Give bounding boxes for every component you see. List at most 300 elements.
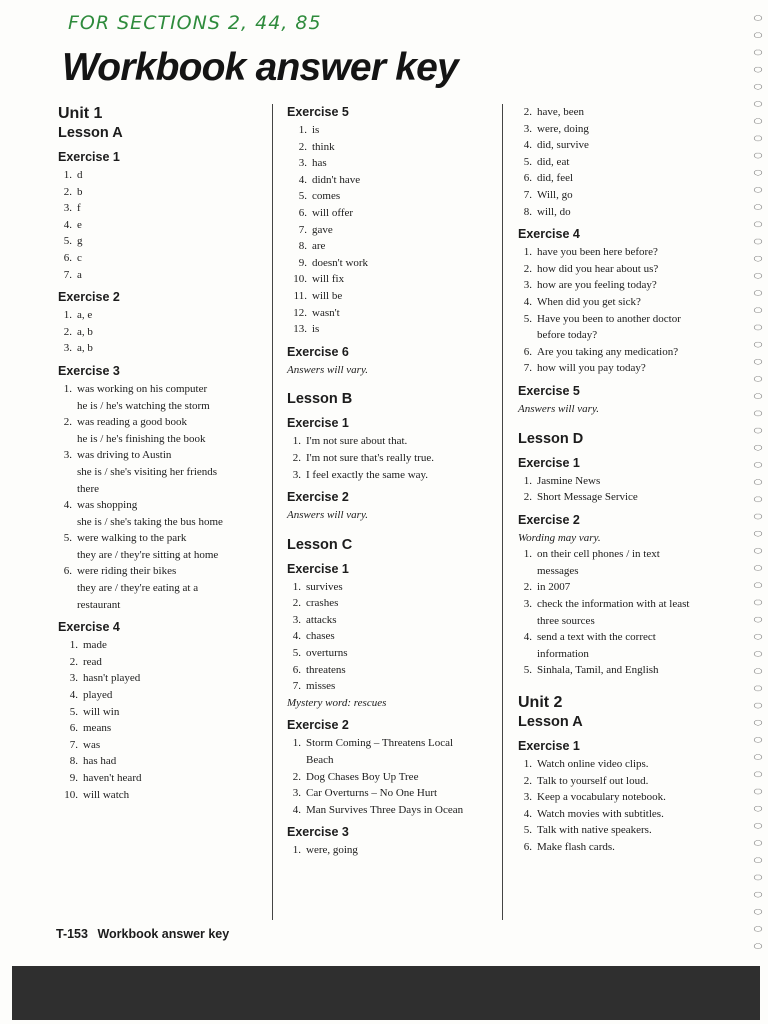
- answer-line: were riding their bikes: [77, 565, 177, 578]
- answer-item: [58, 753, 270, 770]
- answer-item: [58, 704, 270, 721]
- answer-line: are: [312, 240, 326, 253]
- answer-text: [537, 204, 728, 221]
- answer-text: [77, 217, 270, 234]
- answer-text: [77, 340, 270, 357]
- answer-item: [287, 842, 499, 859]
- answer-number: 6.: [63, 251, 72, 264]
- answer-item: [518, 629, 728, 662]
- answer-line: Watch movies with subtitles.: [537, 807, 664, 820]
- answer-number: 1.: [523, 758, 532, 771]
- answer-line: was shopping: [77, 499, 138, 512]
- answer-text: [537, 261, 728, 278]
- answer-text: [312, 205, 499, 222]
- answer-line: Jasmine News: [537, 474, 601, 487]
- answer-number: 4.: [63, 218, 72, 231]
- footer-label: Workbook answer key: [97, 927, 230, 941]
- answer-text: [312, 139, 499, 156]
- answer-item: [58, 563, 270, 580]
- answer-number: 4.: [63, 499, 72, 512]
- answer-subline: there: [77, 482, 99, 495]
- answer-number: 1.: [63, 382, 72, 395]
- answer-number: 10.: [64, 788, 78, 801]
- answer-item: [518, 662, 728, 679]
- answer-number: 7.: [292, 680, 301, 693]
- answer-item: [287, 122, 499, 139]
- exercise-heading: Exercise 2: [287, 490, 349, 505]
- answer-item: [518, 773, 728, 790]
- answer-item: [518, 277, 728, 294]
- answer-text: [312, 238, 499, 255]
- answer-text: [77, 447, 270, 464]
- answer-text: [537, 773, 728, 790]
- answer-text: [312, 271, 499, 288]
- answer-text: [83, 787, 270, 804]
- answer-line: When did you get sick?: [537, 295, 641, 308]
- lesson-heading: Lesson A: [58, 125, 123, 141]
- answer-text: [312, 255, 499, 272]
- answer-number: 3.: [298, 157, 307, 170]
- answer-item: [287, 678, 499, 695]
- answer-line: Will, go: [537, 188, 573, 201]
- answer-number: 13.: [293, 323, 307, 336]
- answer-number: 2.: [292, 451, 301, 464]
- answer-item: [287, 222, 499, 239]
- answer-text: [83, 654, 270, 671]
- answer-text: [537, 579, 728, 596]
- answer-text: [312, 288, 499, 305]
- answer-item: [58, 307, 270, 324]
- answer-item: [287, 662, 499, 679]
- answer-line: messages: [537, 564, 579, 577]
- lesson-heading: Lesson C: [287, 536, 353, 553]
- answer-item: [287, 785, 499, 802]
- answer-number: 2.: [523, 774, 532, 787]
- answer-text: [537, 473, 728, 490]
- answer-line: doesn't work: [312, 256, 369, 269]
- answer-text: [312, 222, 499, 239]
- answer-text: [77, 497, 270, 514]
- answer-text: [312, 188, 499, 205]
- answer-line: was reading a good book: [77, 416, 187, 429]
- answer-text: [306, 433, 499, 450]
- answer-number: 4.: [298, 173, 307, 186]
- answer-item: [518, 789, 728, 806]
- answer-number: 2.: [523, 262, 532, 275]
- answer-item: [58, 324, 270, 341]
- answer-item: [58, 217, 270, 234]
- answer-text: [77, 200, 270, 217]
- answer-item: [58, 340, 270, 357]
- answer-number: 3.: [69, 672, 78, 685]
- answer-line: were walking to the park: [77, 532, 187, 545]
- answer-line: comes: [312, 190, 341, 203]
- answer-line: chases: [306, 630, 335, 643]
- answer-item: [518, 473, 728, 490]
- answer-number: 1.: [292, 844, 301, 857]
- answer-line: is: [312, 323, 320, 336]
- exercise-heading: Exercise 1: [518, 739, 580, 754]
- answer-number: 7.: [298, 223, 307, 236]
- answer-number: 11.: [293, 289, 307, 302]
- answer-line: read: [83, 655, 102, 668]
- answer-item: [287, 595, 499, 612]
- answer-number: 2.: [292, 597, 301, 610]
- answer-text: [83, 670, 270, 687]
- answer-item: [287, 735, 499, 768]
- answer-item: [58, 687, 270, 704]
- exercise-heading: Exercise 5: [518, 383, 580, 398]
- answer-item: [287, 271, 499, 288]
- answer-number: 10.: [293, 273, 307, 286]
- answer-item: [58, 447, 270, 464]
- answer-text: [77, 167, 270, 184]
- answer-line: Storm Coming – Threatens Local: [306, 737, 454, 750]
- answer-line: were, doing: [537, 122, 589, 135]
- answer-item: [518, 137, 728, 154]
- answer-text: [306, 802, 499, 819]
- answer-line: how are you feeling today?: [537, 279, 657, 292]
- answer-number: 2.: [523, 106, 532, 118]
- answer-line: will watch: [83, 788, 130, 801]
- answer-item: [58, 200, 270, 217]
- answer-line: Man Survives Three Days in Ocean: [306, 803, 464, 816]
- answer-line: I'm not sure that's really true.: [306, 451, 434, 464]
- answer-line: threatens: [306, 663, 346, 676]
- answer-line: Short Message Service: [537, 491, 638, 504]
- answer-text: [537, 104, 728, 121]
- answer-text: [537, 294, 728, 311]
- answer-line: crashes: [306, 597, 339, 610]
- answer-text: [306, 785, 499, 802]
- answer-number: 3.: [292, 468, 301, 481]
- answer-item: [287, 238, 499, 255]
- answer-item: [287, 205, 499, 222]
- answer-text: [312, 321, 499, 338]
- answer-number: 2.: [63, 325, 72, 338]
- answer-line: f: [77, 202, 81, 215]
- answer-line: Dog Chases Boy Up Tree: [306, 770, 419, 783]
- answer-number: 4.: [523, 139, 532, 152]
- answer-text: [306, 645, 499, 662]
- answer-item: [518, 596, 728, 629]
- answer-number: 12.: [293, 306, 307, 319]
- answer-number: 3.: [63, 449, 72, 462]
- answer-text: [306, 612, 499, 629]
- answer-line: Watch online video clips.: [537, 758, 649, 771]
- answer-line: have, been: [537, 106, 585, 118]
- answer-number: 1.: [523, 474, 532, 487]
- exercise-heading: Exercise 1: [287, 561, 349, 576]
- answer-line: how did you hear about us?: [537, 262, 659, 275]
- answer-number: 9.: [298, 256, 307, 269]
- answer-text: [537, 596, 728, 629]
- answer-number: 6.: [523, 172, 532, 185]
- answer-text: [537, 360, 728, 377]
- answer-text: [77, 233, 270, 250]
- answer-subline: she is / she's visiting her friends: [77, 465, 218, 478]
- answer-text: [537, 629, 728, 662]
- answer-line: d: [77, 169, 83, 181]
- answer-item: [287, 612, 499, 629]
- answer-number: 8.: [298, 240, 307, 253]
- exercise-heading: Exercise 3: [58, 363, 120, 378]
- answer-line: Talk with native speakers.: [537, 824, 652, 837]
- answer-number: 2.: [292, 770, 301, 783]
- answer-item: [287, 305, 499, 322]
- answer-item: [518, 204, 728, 221]
- answer-number: 2.: [63, 185, 72, 198]
- answer-item: [58, 720, 270, 737]
- answer-text: [83, 687, 270, 704]
- answer-item: [287, 288, 499, 305]
- answer-line: before today?: [537, 329, 598, 342]
- answer-text: [537, 662, 728, 679]
- answer-text: [83, 770, 270, 787]
- answer-text: [537, 137, 728, 154]
- answer-text: [537, 244, 728, 261]
- answer-text: [312, 305, 499, 322]
- answer-number: 3.: [292, 787, 301, 800]
- answer-item: [287, 769, 499, 786]
- answer-line: will win: [83, 705, 120, 718]
- answer-number: 6.: [298, 206, 307, 219]
- answer-text: [312, 155, 499, 172]
- answer-line: think: [312, 140, 335, 153]
- answer-item: [518, 806, 728, 823]
- answer-item: [58, 770, 270, 787]
- answer-item: [58, 167, 270, 184]
- answer-number: 6.: [523, 345, 532, 358]
- page-number: T-153: [56, 927, 88, 941]
- spiral-binding: [746, 10, 766, 956]
- answer-line: on their cell phones / in text: [537, 548, 660, 561]
- answer-number: 1.: [69, 639, 78, 652]
- answer-item: [58, 414, 270, 431]
- answer-number: 5.: [69, 705, 78, 718]
- answer-text: [306, 842, 499, 859]
- answer-subline: she is / she's taking the bus home: [77, 515, 223, 528]
- answer-line: a, e: [77, 309, 93, 322]
- answer-line: were, going: [306, 844, 358, 857]
- answer-line: Make flash cards.: [537, 841, 615, 853]
- page-title: Workbook answer key: [62, 46, 458, 89]
- answer-number: 4.: [292, 630, 301, 643]
- exercise-heading: Exercise 6: [287, 344, 349, 359]
- answer-line: check the information with at least: [537, 598, 690, 611]
- answer-line: a, b: [77, 342, 93, 355]
- answer-number: 2.: [69, 655, 78, 668]
- answer-line: send a text with the correct: [537, 631, 656, 644]
- answer-number: 4.: [523, 295, 532, 308]
- answer-text: [312, 172, 499, 189]
- answer-text: [306, 769, 499, 786]
- answer-item: [287, 467, 499, 484]
- answer-line: Keep a vocabulary notebook.: [537, 791, 666, 804]
- unit-heading: Unit 1: [58, 105, 103, 122]
- answer-item: [518, 344, 728, 361]
- exercise-note: Wording may vary.: [518, 531, 601, 544]
- answer-line: a: [77, 268, 82, 281]
- answer-item: [518, 121, 728, 138]
- answer-item: [287, 139, 499, 156]
- answer-number: 3.: [523, 279, 532, 292]
- answer-number: 6.: [69, 722, 78, 735]
- answer-item: [58, 530, 270, 547]
- answer-line: I feel exactly the same way.: [306, 468, 429, 481]
- answer-item: [58, 497, 270, 514]
- answer-item: [518, 489, 728, 506]
- answer-line: played: [83, 689, 113, 702]
- answer-item: [58, 737, 270, 754]
- answer-number: 1.: [292, 580, 301, 593]
- answer-line: I'm not sure about that.: [306, 435, 408, 448]
- exercise-heading: Exercise 4: [518, 227, 580, 242]
- answer-line: did, survive: [537, 139, 589, 152]
- answer-item: [518, 546, 728, 579]
- answer-text: [77, 381, 270, 398]
- answer-text: [537, 311, 728, 344]
- answer-text: [77, 530, 270, 547]
- exercise-heading: Exercise 5: [287, 105, 349, 119]
- answer-line: survives: [306, 580, 343, 593]
- answer-number: 2.: [63, 416, 72, 429]
- answer-text: [537, 839, 728, 856]
- answer-line: Are you taking any medication?: [537, 345, 679, 358]
- answer-item: [58, 250, 270, 267]
- answer-line: was: [83, 738, 101, 751]
- answer-line: did, feel: [537, 172, 574, 185]
- answer-number: 1.: [292, 435, 301, 448]
- answer-number: 2.: [298, 140, 307, 153]
- answer-text: [83, 637, 270, 654]
- answer-item: [518, 311, 728, 344]
- answer-text: [77, 324, 270, 341]
- column-divider: [502, 104, 503, 920]
- answer-item: [58, 787, 270, 804]
- column-2: [287, 104, 499, 859]
- exercise-heading: Exercise 1: [287, 416, 349, 431]
- answer-line: attacks: [306, 613, 337, 626]
- answer-item: [287, 450, 499, 467]
- exercise-note: Mystery word: rescues: [287, 696, 387, 709]
- answer-number: 4.: [523, 807, 532, 820]
- answer-line: information: [537, 647, 589, 660]
- answer-item: [58, 381, 270, 398]
- answer-number: 6.: [292, 663, 301, 676]
- answer-item: [287, 628, 499, 645]
- answer-text: [77, 250, 270, 267]
- lesson-heading: Lesson D: [518, 430, 584, 447]
- answer-number: 2.: [523, 491, 532, 504]
- answer-text: [537, 806, 728, 823]
- answer-number: 2.: [523, 581, 532, 594]
- exercise-heading: Exercise 1: [518, 455, 580, 470]
- answer-line: Sinhala, Tamil, and English: [537, 664, 659, 677]
- answer-line: was driving to Austin: [77, 449, 172, 462]
- answer-line: e: [77, 218, 82, 231]
- answer-number: 3.: [63, 202, 72, 215]
- exercise-heading: Exercise 1: [58, 150, 120, 164]
- answer-subline: restaurant: [77, 598, 121, 611]
- answer-item: [518, 756, 728, 773]
- answer-item: [287, 155, 499, 172]
- answer-line: b: [77, 185, 83, 198]
- answer-number: 1.: [292, 737, 301, 750]
- answer-number: 5.: [292, 647, 301, 660]
- answer-item: [518, 261, 728, 278]
- answer-item: [287, 188, 499, 205]
- answer-number: 1.: [523, 246, 532, 259]
- answer-text: [537, 277, 728, 294]
- answer-text: [537, 170, 728, 187]
- answer-number: 3.: [523, 598, 532, 611]
- unit-heading: Unit 2: [518, 694, 563, 712]
- answer-item: [287, 645, 499, 662]
- answer-text: [537, 187, 728, 204]
- scan-bottom-band: [12, 966, 760, 1020]
- answer-number: 4.: [523, 631, 532, 644]
- answer-text: [306, 735, 499, 768]
- answer-line: will be: [312, 289, 343, 302]
- answer-item: [58, 670, 270, 687]
- answer-item: [58, 637, 270, 654]
- answer-line: hasn't played: [83, 672, 141, 685]
- answer-number: 6.: [63, 565, 72, 578]
- answer-text: [537, 344, 728, 361]
- answer-number: 7.: [69, 738, 78, 751]
- answer-item: [287, 321, 499, 338]
- exercise-note: Answers will vary.: [287, 509, 368, 522]
- answer-item: [518, 360, 728, 377]
- answer-item: [58, 184, 270, 201]
- answer-number: 5.: [63, 532, 72, 545]
- answer-item: [58, 267, 270, 284]
- answer-line: Beach: [306, 754, 334, 767]
- answer-text: [83, 704, 270, 721]
- answer-text: [312, 122, 499, 139]
- answer-text: [306, 450, 499, 467]
- exercise-heading: Exercise 2: [518, 512, 580, 527]
- answer-line: wasn't: [312, 306, 340, 319]
- answer-text: [306, 662, 499, 679]
- answer-line: gave: [312, 223, 333, 236]
- answer-item: [287, 255, 499, 272]
- answer-line: haven't heard: [83, 772, 142, 784]
- answer-text: [77, 184, 270, 201]
- answer-item: [518, 104, 728, 121]
- answer-number: 3.: [523, 791, 532, 804]
- answer-number: 3.: [63, 342, 72, 355]
- answer-text: [77, 414, 270, 431]
- answer-line: misses: [306, 680, 336, 693]
- answer-line: will offer: [312, 206, 354, 219]
- answer-text: [83, 753, 270, 770]
- answer-line: is: [312, 124, 320, 136]
- answer-item: [287, 579, 499, 596]
- answer-item: [518, 579, 728, 596]
- answer-line: has: [312, 157, 327, 170]
- answer-number: 7.: [523, 362, 532, 375]
- answer-text: [83, 737, 270, 754]
- answer-item: [518, 244, 728, 261]
- answer-line: three sources: [537, 614, 595, 627]
- answer-text: [306, 678, 499, 695]
- answer-text: [537, 789, 728, 806]
- answer-number: 1.: [298, 124, 307, 136]
- answer-line: overturns: [306, 647, 348, 660]
- answer-text: [306, 628, 499, 645]
